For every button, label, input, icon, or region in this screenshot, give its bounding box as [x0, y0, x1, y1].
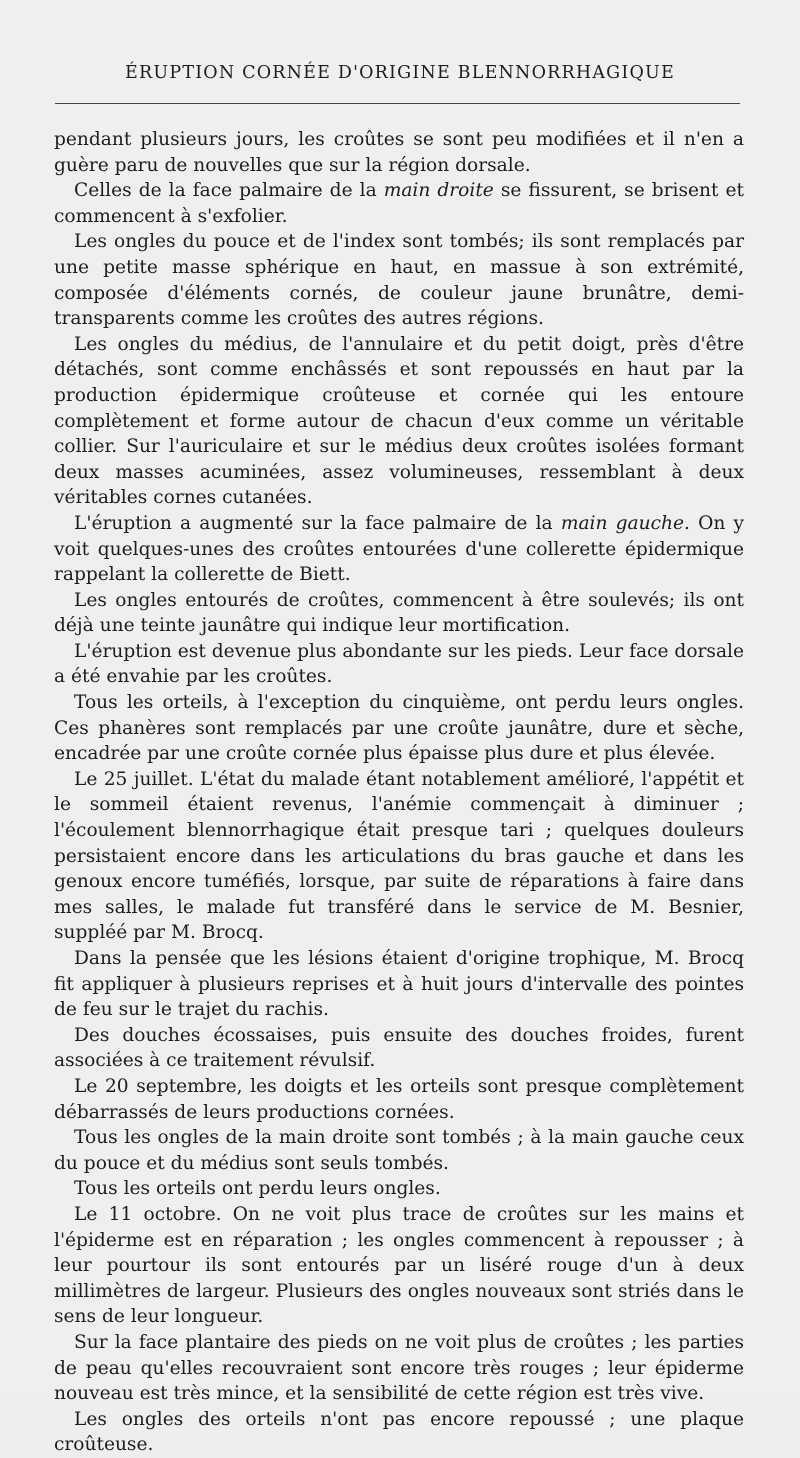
- emphasis: main droite: [383, 180, 494, 202]
- paragraph: Les ongles du pouce et de l'index sont tombés; ils sont remplacés par une petite masse sphérique en haut, en massue à son extrémité, composée d'éléments cornés, de couleur jaune brunâtre, demi-transparents comme les croûtes des autres régions.: [54, 231, 744, 330]
- paragraph: Les ongles entourés de croûtes, commencent à être soulevés; ils ont déjà une teinte jaunâtre qui indique leur mortification.: [54, 589, 744, 637]
- paragraph: Les ongles du médius, de l'annulaire et du petit doigt, près d'être détachés, sont comme enchâssés et sont repoussés en haut par la production épidermique croûteuse et cornée qui les entoure complètement et forme autour de chacun d'eux comme un véritable collier. Sur l'auriculaire et sur le médius deux croûtes isolées formant deux masses acuminées, assez volumineuses, ressemblant à deux véritables cornes cutanées.: [54, 333, 744, 509]
- paragraph: Des douches écossaises, puis ensuite des douches froides, furent associées à ce traitement révulsif.: [54, 1024, 744, 1072]
- paragraph: Dans la pensée que les lésions étaient d'origine trophique, M. Brocq fit appliquer à plusieurs reprises et à huit jours d'intervalle des pointes de feu sur le trajet du rachis.: [54, 948, 744, 1021]
- paragraph: Sur la face plantaire des pieds on ne voit plus de croûtes ; les parties de peau qu'elles recouvraient sont encore très rouges ; leur épiderme nouveau est très mince, et la sensibilité de cette région est très vive.: [54, 1331, 744, 1405]
- emphasis: main gauche.: [560, 512, 690, 534]
- paragraph: Celles de la face palmaire de la main droite se fissurent, se brisent et commencent à s'exfolier.: [54, 180, 745, 227]
- paragraph: Le 25 juillet. L'état du malade étant notablement amélioré, l'appétit et le sommeil étaient revenus, l'anémie commençait à diminuer ; l'écoulement blennorrhagique était presque tari ; quelques douleurs persistaient encore dans les articulations du bras gauche et dans les genoux encore tuméfiés, lorsque, par suite de réparations à faire dans mes salles, le malade fut transféré dans le service de M. Besnier, suppléé par M. Brocq.: [54, 768, 744, 944]
- running-header: ÉRUPTION CORNÉE D'ORIGINE BLENNORRHAGIQUE: [125, 63, 675, 83]
- body-text: [54, 127, 744, 1458]
- header-rule: [55, 103, 740, 104]
- paragraph: Tous les orteils ont perdu leurs ongles.: [74, 1178, 441, 1200]
- paragraph: Tous les ongles de la main droite sont tombés ; à la main gauche ceux du pouce et du médius sont seuls tombés.: [54, 1127, 744, 1174]
- paragraph: Les ongles des orteils n'ont pas encore repoussé ; une plaque croûteuse.: [54, 1408, 744, 1456]
- paragraph: Tous les orteils, à l'exception du cinquième, ont perdu leurs ongles. Ces phanères sont remplacés par une croûte jaunâtre, dure et sèche, encadrée par une croûte cornée plus épaisse plus dure et plus élevée.: [54, 692, 744, 765]
- paragraph: L'éruption a augmenté sur la face palmaire de la main gauche. On y voit quelques-unes des croûtes entourées d'une collerette épidermique rappelant la collerette de Biett.: [54, 512, 744, 586]
- paragraph: pendant plusieurs jours, les croûtes se sont peu modifiées et il n'en a guère paru de nouvelles que sur la région dorsale.: [54, 129, 744, 176]
- paragraph: L'éruption est devenue plus abondante sur les pieds. Leur face dorsale a été envahie par les croûtes.: [54, 640, 744, 688]
- paragraph: Le 20 septembre, les doigts et les orteils sont presque complètement débarrassés de leurs productions cornées.: [54, 1075, 744, 1123]
- paragraph: Le 11 octobre. On ne voit plus trace de croûtes sur les mains et l'épiderme est en réparation ; les ongles commencent à repousser ; à leur pourtour ils sont entourés par un liséré rouge d'un à deux millimètres de largeur. Plusieurs des ongles nouveaux sont striés dans le sens de leur longueur.: [54, 1203, 744, 1328]
